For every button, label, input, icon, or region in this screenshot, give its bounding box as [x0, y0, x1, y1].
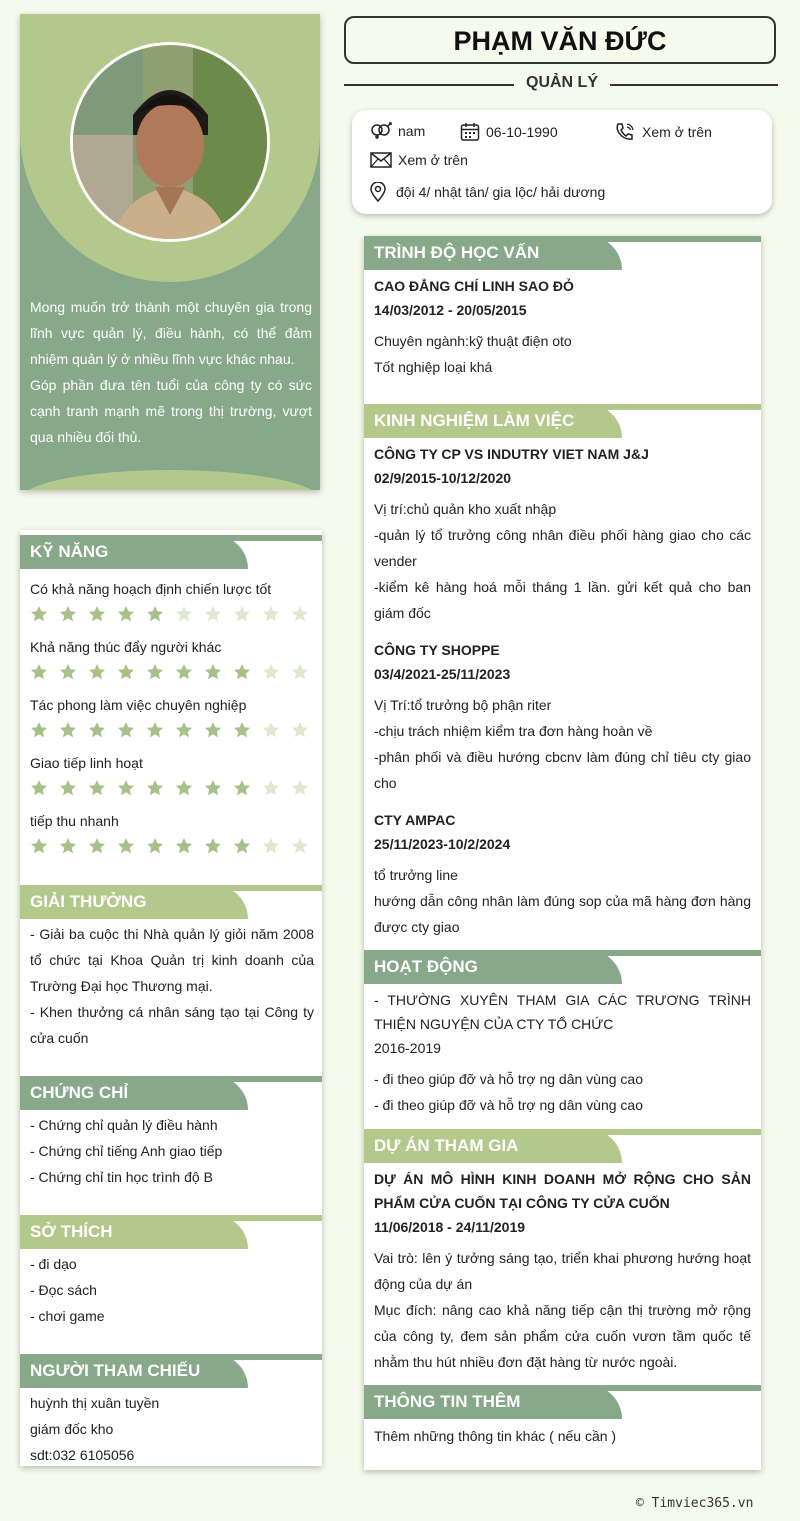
name-box: [344, 16, 776, 64]
avatar-photo-icon: [73, 45, 267, 239]
skills-header: [20, 535, 322, 569]
star-filled-icon: [59, 605, 77, 623]
job-company: CÔNG TY SHOPPE: [374, 642, 500, 658]
star-empty-icon: [262, 721, 280, 739]
objective-line-2: Góp phần đưa tên tuổi của công ty có sức cạnh tranh mạnh mẽ trong thị trường, vượt qua nhiều đối thủ.: [30, 377, 312, 445]
skill-rating: [30, 837, 312, 859]
job-line: tổ trưởng line: [374, 867, 458, 883]
education-line: Chuyên ngành:kỹ thuật điện oto: [374, 333, 572, 349]
award-item: - Khen thưởng cá nhân sáng tạo tại Công ty cửa cuốn: [30, 1004, 314, 1046]
star-filled-icon: [204, 837, 222, 855]
references-title: NGƯỜI THAM CHIẾU: [20, 1354, 248, 1388]
star-empty-icon: [291, 663, 309, 681]
divider-right: [610, 84, 778, 86]
contact-address: [370, 182, 605, 202]
reference-role: giám đốc kho: [30, 1421, 114, 1437]
star-empty-icon: [291, 605, 309, 623]
activities-heading: - THƯỜNG XUYÊN THAM GIA CÁC TRƯƠNG TRÌNH THIỆN NGUYỆN CỦA CTY TỔ CHỨC: [374, 992, 751, 1032]
star-filled-icon: [117, 779, 135, 797]
star-filled-icon: [88, 721, 106, 739]
email-value[interactable]: Xem ở trên: [398, 152, 468, 168]
certificates-list: [20, 1110, 322, 1190]
star-filled-icon: [30, 663, 48, 681]
experience-section: [364, 404, 761, 940]
skills-section: [20, 535, 322, 869]
star-filled-icon: [117, 605, 135, 623]
education-body: [364, 270, 761, 380]
certificates-header: [20, 1076, 322, 1110]
star-filled-icon: [146, 721, 164, 739]
star-filled-icon: [204, 779, 222, 797]
email-icon: [370, 152, 392, 168]
star-filled-icon: [88, 837, 106, 855]
star-filled-icon: [233, 837, 251, 855]
star-empty-icon: [262, 779, 280, 797]
star-filled-icon: [59, 663, 77, 681]
extra-title: THÔNG TIN THÊM: [364, 1385, 622, 1419]
star-filled-icon: [30, 605, 48, 623]
skill-rating: [30, 605, 312, 627]
location-pin-icon: [370, 182, 386, 202]
star-filled-icon: [175, 721, 193, 739]
star-filled-icon: [88, 663, 106, 681]
job-line: Vị Trí:tổ trưởng bộ phận riter: [374, 697, 552, 713]
divider-left: [344, 84, 514, 86]
job-line: -phân phối và điều hướng cbcnv làm đúng chỉ tiêu cty giao cho: [374, 749, 751, 791]
skill-rating: [30, 779, 312, 801]
star-filled-icon: [59, 721, 77, 739]
award-item: - Giải ba cuộc thi Nhà quản lý giỏi năm 2008 tổ chức tại Khoa Quản trị kinh doanh của Trường Đại học Thương mại.: [30, 926, 314, 994]
calendar-icon: [460, 122, 480, 142]
star-filled-icon: [204, 663, 222, 681]
education-period: 14/03/2012 - 20/05/2015: [374, 302, 527, 318]
references-list: [20, 1388, 322, 1468]
star-empty-icon: [204, 605, 222, 623]
contact-email: [370, 152, 468, 168]
contact-phone: [614, 122, 712, 142]
address-value: đội 4/ nhật tân/ gia lộc/ hải dương: [396, 184, 606, 200]
skill-label: tiếp thu nhanh: [30, 813, 119, 829]
projects-header: [364, 1129, 761, 1163]
job-entry: [374, 442, 751, 626]
experience-title: KINH NGHIỆM LÀM VIỆC: [364, 404, 622, 438]
star-filled-icon: [117, 663, 135, 681]
education-line: Tốt nghiệp loại khá: [374, 359, 493, 375]
star-empty-icon: [262, 837, 280, 855]
phone-value[interactable]: Xem ở trên: [642, 124, 712, 140]
star-filled-icon: [175, 837, 193, 855]
hobbies-header: [20, 1215, 322, 1249]
hobbies-list: [20, 1249, 322, 1329]
star-filled-icon: [233, 663, 251, 681]
activity-line: - đi theo giúp đỡ và hỗ trợ ng dân vùng cao: [374, 1097, 643, 1113]
activity-line: - đi theo giúp đỡ và hỗ trợ ng dân vùng cao: [374, 1071, 643, 1087]
job-entry: [374, 808, 751, 940]
objective-line-1: Mong muốn trở thành một chuyên gia trong lĩnh vực quản lý, điều hành, có thể đảm nhiệm quản lý ở nhiều lĩnh vực khác nhau.: [30, 299, 312, 367]
hobby-item: - đi dạo: [30, 1256, 77, 1272]
star-filled-icon: [88, 779, 106, 797]
gender-value: nam: [398, 123, 426, 139]
hobby-item: - Đọc sách: [30, 1282, 97, 1298]
activities-body: [364, 984, 761, 1118]
footer-credit[interactable]: © Timviec365.vn: [636, 1496, 754, 1511]
star-filled-icon: [204, 721, 222, 739]
star-filled-icon: [30, 837, 48, 855]
awards-list: [20, 919, 322, 1051]
contact-birthday: [460, 122, 558, 142]
job-company: CTY AMPAC: [374, 812, 456, 828]
activities-header: [364, 950, 761, 984]
gender-icon: [370, 122, 392, 140]
hobby-item: - chơi game: [30, 1308, 105, 1324]
project-line: Mục đích: nâng cao khả năng tiếp cận thị trường mở rộng của công ty, đem sản phẩm cửa cuốn vươn tầm quốc tế nhằm thu hút nhiều đơn đặt hàng từ nước ngoài.: [374, 1302, 751, 1370]
full-name: PHẠM VĂN ĐỨC: [453, 26, 667, 56]
certificates-section: [20, 1076, 322, 1190]
position-row: [344, 72, 778, 98]
certificate-item: - Chứng chỉ quản lý điều hành: [30, 1117, 218, 1133]
star-empty-icon: [262, 663, 280, 681]
job-period: 25/11/2023-10/2/2024: [374, 836, 511, 852]
job-line: -quản lý tổ trưởng công nhân điều phối hàng giao cho các vender: [374, 527, 751, 569]
extra-section: [364, 1385, 761, 1449]
star-empty-icon: [291, 721, 309, 739]
experience-header: [364, 404, 761, 438]
job-period: 02/9/2015-10/12/2020: [374, 470, 512, 486]
job-line: -chịu trách nhiệm kiểm tra đơn hàng hoàn về: [374, 723, 653, 739]
hobbies-title: SỞ THÍCH: [20, 1215, 248, 1249]
education-header: [364, 236, 761, 270]
projects-body: [364, 1163, 761, 1375]
star-filled-icon: [146, 663, 164, 681]
activities-section: [364, 950, 761, 1118]
star-filled-icon: [30, 779, 48, 797]
star-filled-icon: [146, 605, 164, 623]
skill-label: Có khả năng hoạch định chiến lược tốt: [30, 581, 272, 597]
extra-header: [364, 1385, 761, 1419]
skill-label: Giao tiếp linh hoạt: [30, 755, 143, 771]
job-company: CÔNG TY CP VS INDUTRY VIET NAM J&J: [374, 446, 649, 462]
project-line: Vai trò: lên ý tưởng sáng tạo, triển khai phương hướng hoạt động của dự án: [374, 1250, 751, 1292]
reference-name: huỳnh thị xuân tuyền: [30, 1395, 160, 1411]
birthday-value: 06-10-1990: [486, 124, 558, 140]
certificate-item: - Chứng chỉ tiếng Anh giao tiếp: [30, 1143, 223, 1159]
reference-phone: sdt:032 6105056: [30, 1447, 135, 1463]
hobbies-section: [20, 1215, 322, 1329]
skill-label: Tác phong làm việc chuyên nghiệp: [30, 697, 247, 713]
star-filled-icon: [30, 721, 48, 739]
star-filled-icon: [233, 721, 251, 739]
references-header: [20, 1354, 322, 1388]
awards-header: [20, 885, 322, 919]
awards-title: GIẢI THƯỞNG: [20, 885, 248, 919]
project-period: 11/06/2018 - 24/11/2019: [374, 1219, 526, 1235]
phone-icon: [614, 122, 636, 142]
star-filled-icon: [175, 779, 193, 797]
education-section: [364, 236, 761, 380]
skill-label: Khả năng thúc đẩy người khác: [30, 639, 222, 655]
activities-period: 2016-2019: [374, 1040, 441, 1056]
right-sections-card: [364, 236, 761, 1470]
skills-list: [20, 569, 322, 859]
profile-bottom-arc: [20, 470, 320, 490]
star-filled-icon: [175, 663, 193, 681]
star-empty-icon: [291, 779, 309, 797]
star-empty-icon: [262, 605, 280, 623]
experience-body: [364, 438, 761, 940]
left-sections-card: [20, 530, 322, 1466]
contact-card: [352, 110, 772, 214]
activities-title: HOẠT ĐỘNG: [364, 950, 622, 984]
star-filled-icon: [117, 837, 135, 855]
awards-section: [20, 885, 322, 1051]
job-position: QUẢN LÝ: [526, 74, 598, 91]
job-line: Vị trí:chủ quản kho xuất nhập: [374, 501, 557, 517]
star-filled-icon: [88, 605, 106, 623]
star-empty-icon: [175, 605, 193, 623]
job-period: 03/4/2021-25/11/2023: [374, 666, 511, 682]
star-filled-icon: [146, 837, 164, 855]
certificates-title: CHỨNG CHỈ: [20, 1076, 248, 1110]
avatar: [70, 42, 270, 242]
star-filled-icon: [146, 779, 164, 797]
star-filled-icon: [59, 779, 77, 797]
star-filled-icon: [117, 721, 135, 739]
skill-rating: [30, 721, 312, 743]
extra-body: Thêm những thông tin khác ( nếu cần ): [374, 1428, 617, 1444]
references-section: [20, 1354, 322, 1468]
job-line: hướng dẫn công nhân làm đúng sop của mã hàng đơn hàng được cty giao: [374, 893, 751, 935]
skills-title: KỸ NĂNG: [20, 535, 248, 569]
projects-title: DỰ ÁN THAM GIA: [364, 1129, 622, 1163]
objective-text: [30, 294, 312, 450]
job-line: -kiểm kê hàng hoá mỗi tháng 1 lần. gửi kết quả cho ban giám đốc: [374, 579, 751, 621]
skill-rating: [30, 663, 312, 685]
contact-gender: [370, 122, 425, 140]
project-name: DỰ ÁN MÔ HÌNH KINH DOANH MỞ RỘNG CHO SẢN PHẨM CỬA CUỐN TẠI CÔNG TY CỬA CUỐN: [374, 1171, 751, 1211]
projects-section: [364, 1129, 761, 1375]
job-entry: [374, 638, 751, 796]
star-filled-icon: [59, 837, 77, 855]
star-empty-icon: [291, 837, 309, 855]
certificate-item: - Chứng chỉ tin học trình độ B: [30, 1169, 213, 1185]
education-title: TRÌNH ĐỘ HỌC VẤN: [364, 236, 622, 270]
star-empty-icon: [233, 605, 251, 623]
profile-card: [20, 14, 320, 490]
star-filled-icon: [233, 779, 251, 797]
education-school: CAO ĐẲNG CHÍ LINH SAO ĐỎ: [374, 278, 574, 294]
